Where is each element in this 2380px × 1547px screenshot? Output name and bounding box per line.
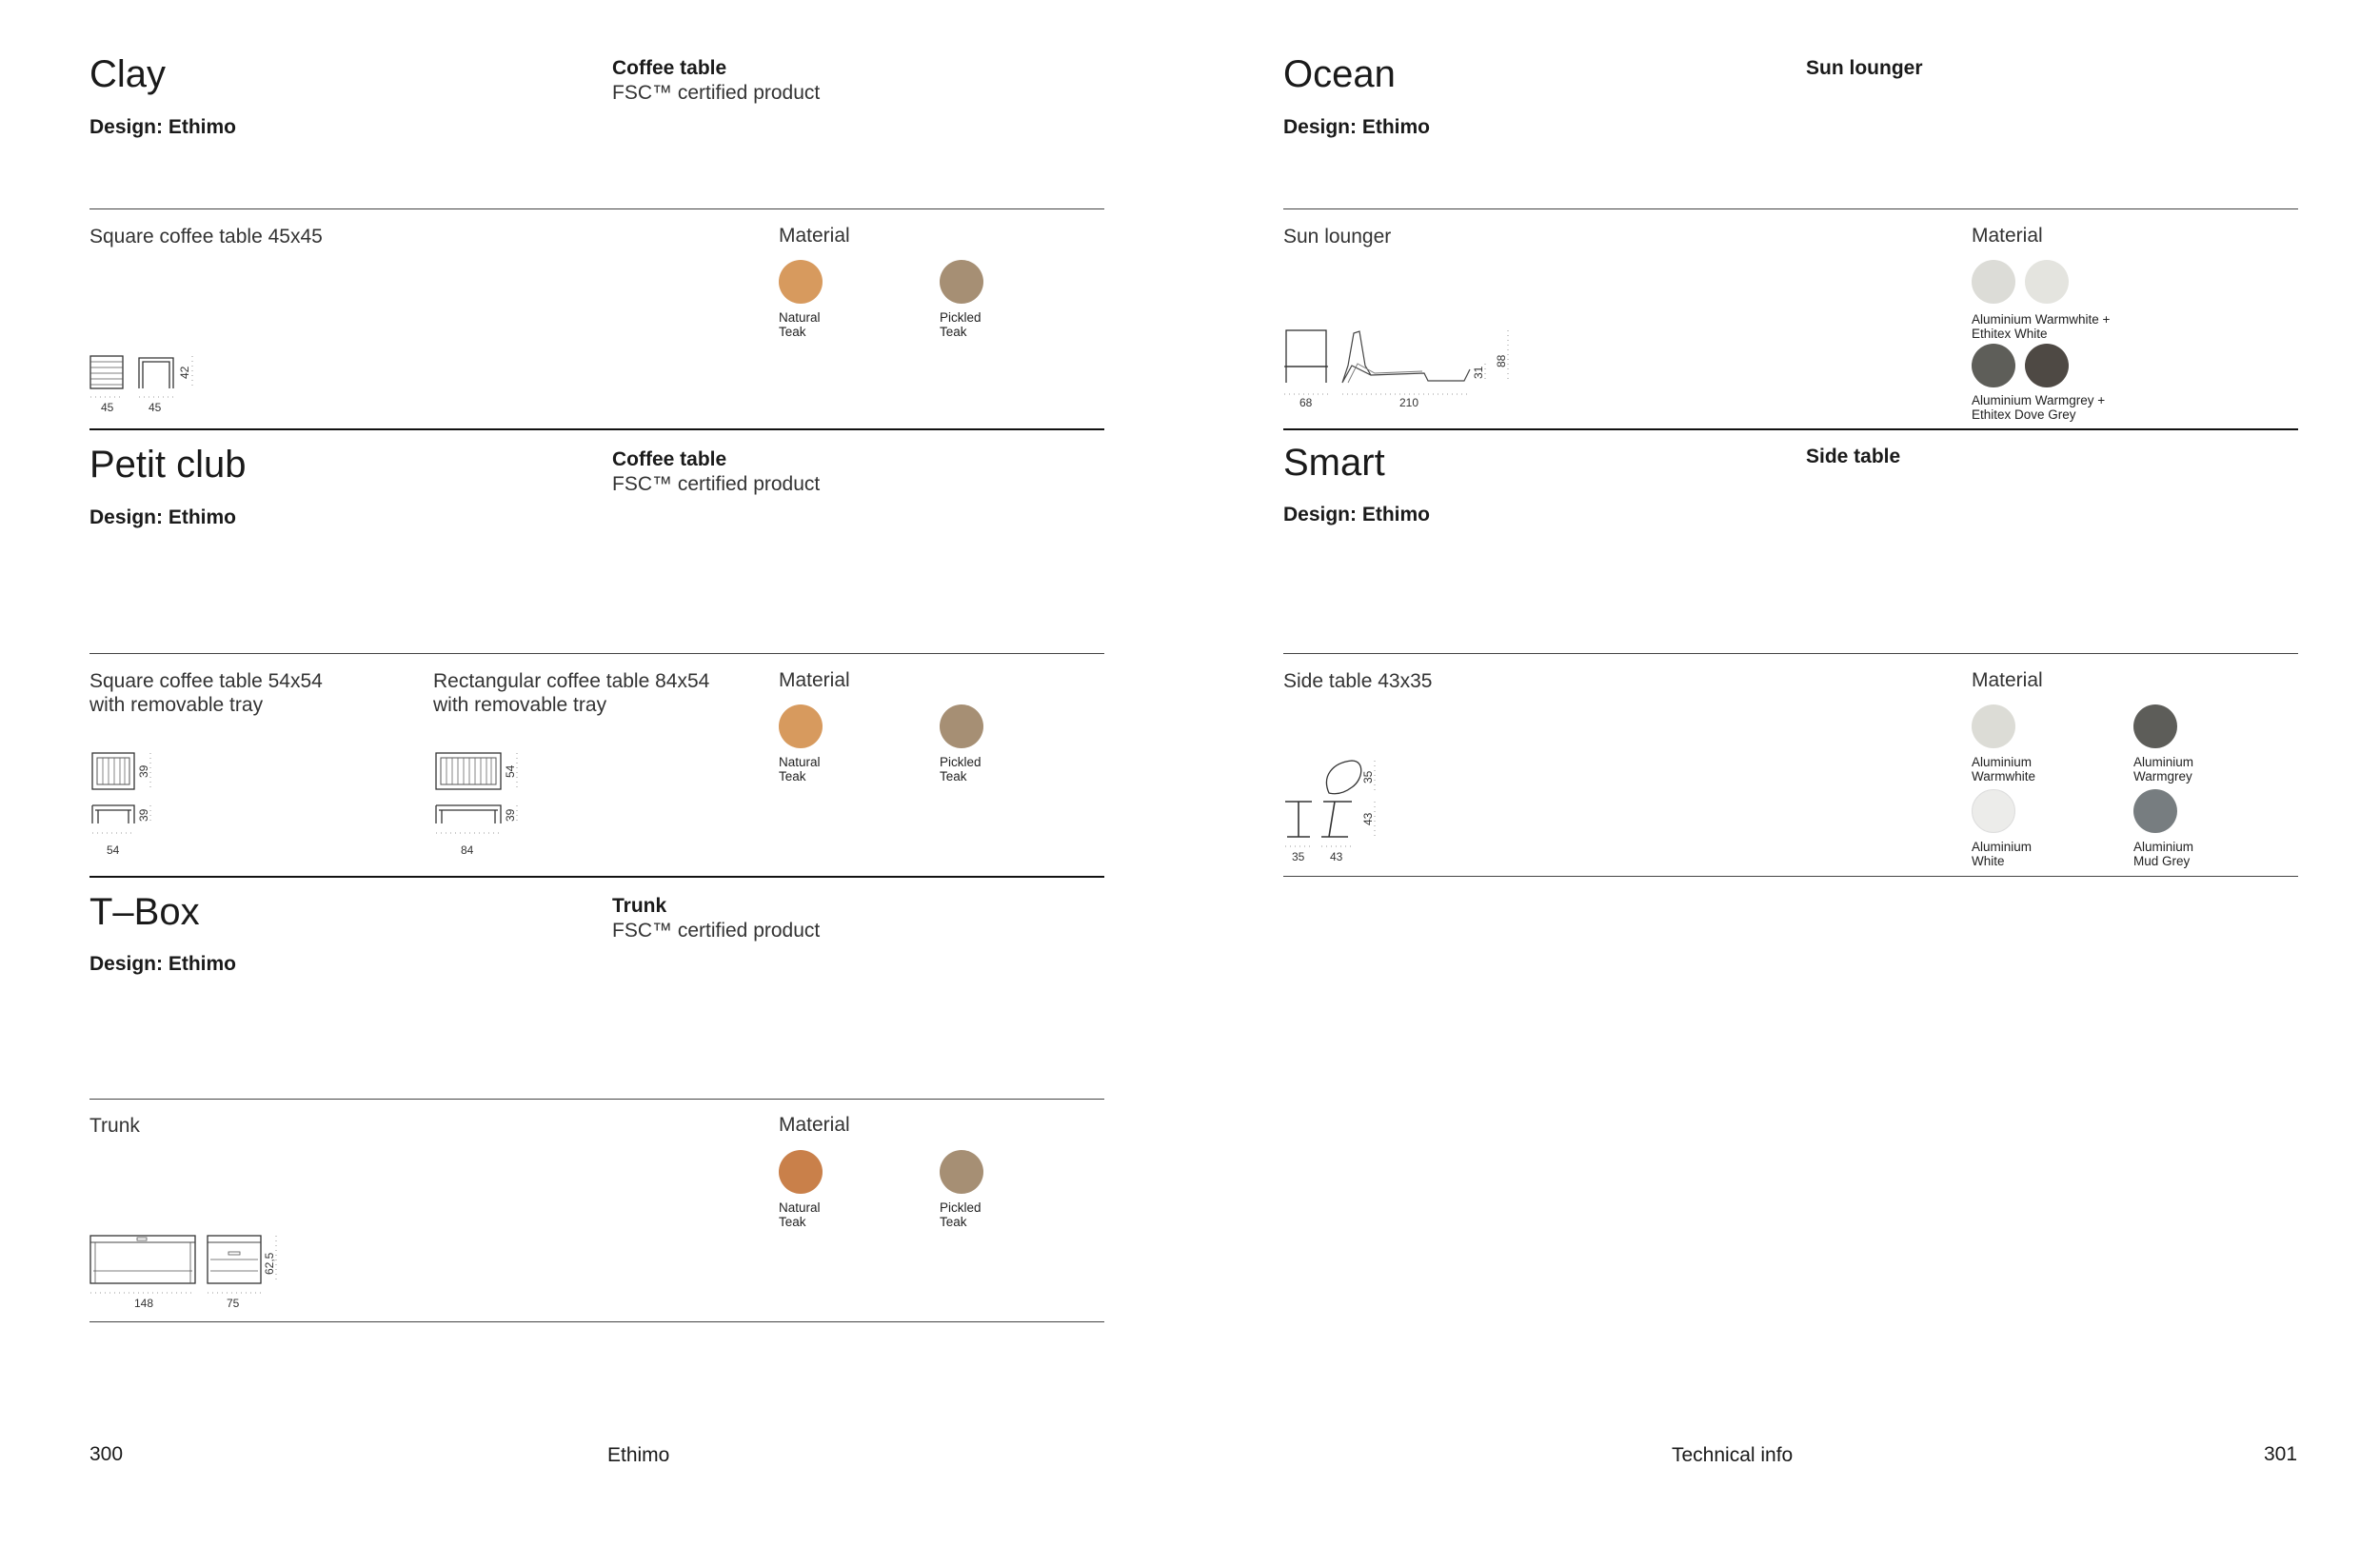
svg-text:88: 88	[1495, 354, 1508, 367]
swatch-natural-teak	[779, 1150, 823, 1194]
swatch-label: Aluminium Warmgrey + Ethitex Dove Grey	[1972, 393, 2106, 422]
clay-material-heading: Material	[779, 225, 850, 247]
tbox-dimension-drawing	[89, 1233, 289, 1309]
footer-section: Technical info	[1672, 1444, 1794, 1466]
swatch-aluminium-warmgrey	[2133, 704, 2177, 748]
smart-material-heading: Material	[1972, 669, 2043, 691]
svg-text:148: 148	[134, 1297, 154, 1310]
clay-dimension-drawing	[89, 352, 204, 414]
swatch-aluminium-warmwhite	[1972, 260, 2015, 304]
petit-club-rectangular-drawing	[433, 747, 538, 862]
clay-title: Clay	[89, 53, 167, 95]
svg-text:45: 45	[101, 401, 114, 414]
petit-club-divider	[89, 653, 1104, 654]
ocean-divider	[1283, 208, 2298, 209]
swatch-label: Natural Teak	[779, 755, 821, 783]
petit-club-title: Petit club	[89, 444, 247, 486]
svg-text:35: 35	[1292, 850, 1305, 863]
clay-designer: Design: Ethimo	[89, 116, 237, 138]
ocean-title: Ocean	[1283, 53, 1396, 95]
petit-club-category: Coffee table	[612, 448, 727, 470]
ocean-designer: Design: Ethimo	[1283, 116, 1431, 138]
tbox-title: T–Box	[89, 891, 200, 933]
smart-dimension-drawing	[1283, 757, 1398, 866]
smart-category: Side table	[1806, 446, 1901, 467]
petit-club-designer: Design: Ethimo	[89, 506, 237, 528]
svg-text:31: 31	[1472, 366, 1485, 379]
section-divider	[89, 1321, 1104, 1322]
swatch-label: Aluminium White	[1972, 840, 2033, 868]
tbox-divider	[89, 1099, 1104, 1100]
swatch-natural-teak	[779, 260, 823, 304]
smart-divider	[1283, 653, 2298, 654]
swatch-natural-teak	[779, 704, 823, 748]
footer-brand: Ethimo	[607, 1444, 670, 1466]
section-divider	[1283, 876, 2298, 877]
page-number-left: 300	[89, 1443, 124, 1465]
swatch-pickled-teak	[940, 1150, 983, 1194]
tbox-category: Trunk	[612, 895, 667, 917]
svg-text:54: 54	[107, 843, 120, 857]
swatch-label: Pickled Teak	[940, 310, 982, 339]
tbox-certification: FSC™ certified product	[612, 920, 821, 942]
svg-text:68: 68	[1299, 396, 1313, 409]
swatch-label: Aluminium Warmgrey	[2133, 755, 2194, 783]
petit-club-item-square: Square coffee table 54x54 with removable tray	[89, 670, 323, 716]
ocean-material-heading: Material	[1972, 225, 2043, 247]
svg-text:39: 39	[137, 764, 150, 778]
svg-text:45: 45	[149, 401, 162, 414]
swatch-ethitex-white	[2025, 260, 2069, 304]
smart-item-label: Side table 43x35	[1283, 670, 1433, 692]
svg-text:84: 84	[461, 843, 474, 857]
swatch-aluminium-warmwhite	[1972, 704, 2015, 748]
swatch-label: Pickled Teak	[940, 1200, 982, 1229]
clay-divider	[89, 208, 1104, 209]
clay-category: Coffee table	[612, 57, 727, 79]
section-divider	[1283, 428, 2298, 430]
svg-text:43: 43	[1361, 812, 1375, 825]
swatch-label: Aluminium Mud Grey	[2133, 840, 2194, 868]
svg-text:42: 42	[178, 366, 191, 379]
swatch-aluminium-mud-grey	[2133, 789, 2177, 833]
clay-certification: FSC™ certified product	[612, 82, 821, 104]
swatch-pickled-teak	[940, 260, 983, 304]
swatch-aluminium-white	[1972, 789, 2015, 833]
tbox-designer: Design: Ethimo	[89, 953, 237, 975]
smart-title: Smart	[1283, 442, 1385, 484]
page-number-right: 301	[2264, 1443, 2298, 1465]
swatch-pickled-teak	[940, 704, 983, 748]
section-divider	[89, 428, 1104, 430]
swatch-label: Aluminium Warmwhite + Ethitex White	[1972, 312, 2111, 341]
clay-item-label: Square coffee table 45x45	[89, 226, 323, 248]
section-divider	[89, 876, 1104, 878]
petit-club-material-heading: Material	[779, 669, 850, 691]
svg-text:39: 39	[504, 808, 517, 822]
tbox-item-label: Trunk	[89, 1115, 140, 1137]
svg-text:62,5: 62,5	[263, 1252, 276, 1275]
svg-text:39: 39	[137, 808, 150, 822]
ocean-dimension-drawing	[1283, 326, 1521, 411]
svg-text:54: 54	[504, 764, 517, 778]
swatch-label: Aluminium Warmwhite	[1972, 755, 2036, 783]
swatch-label: Pickled Teak	[940, 755, 982, 783]
swatch-label: Natural Teak	[779, 310, 821, 339]
svg-text:43: 43	[1330, 850, 1343, 863]
ocean-category: Sun lounger	[1806, 57, 1923, 79]
tbox-material-heading: Material	[779, 1114, 850, 1136]
svg-text:75: 75	[227, 1297, 240, 1310]
swatch-ethitex-dove-grey	[2025, 344, 2069, 387]
petit-club-certification: FSC™ certified product	[612, 473, 821, 495]
smart-designer: Design: Ethimo	[1283, 504, 1431, 526]
svg-text:210: 210	[1399, 396, 1419, 409]
petit-club-item-rectangular: Rectangular coffee table 84x54 with removable tray	[433, 670, 710, 716]
svg-text:35: 35	[1361, 770, 1375, 783]
ocean-item-label: Sun lounger	[1283, 226, 1392, 248]
swatch-aluminium-warmgrey	[1972, 344, 2015, 387]
swatch-label: Natural Teak	[779, 1200, 821, 1229]
petit-club-square-drawing	[89, 747, 166, 862]
